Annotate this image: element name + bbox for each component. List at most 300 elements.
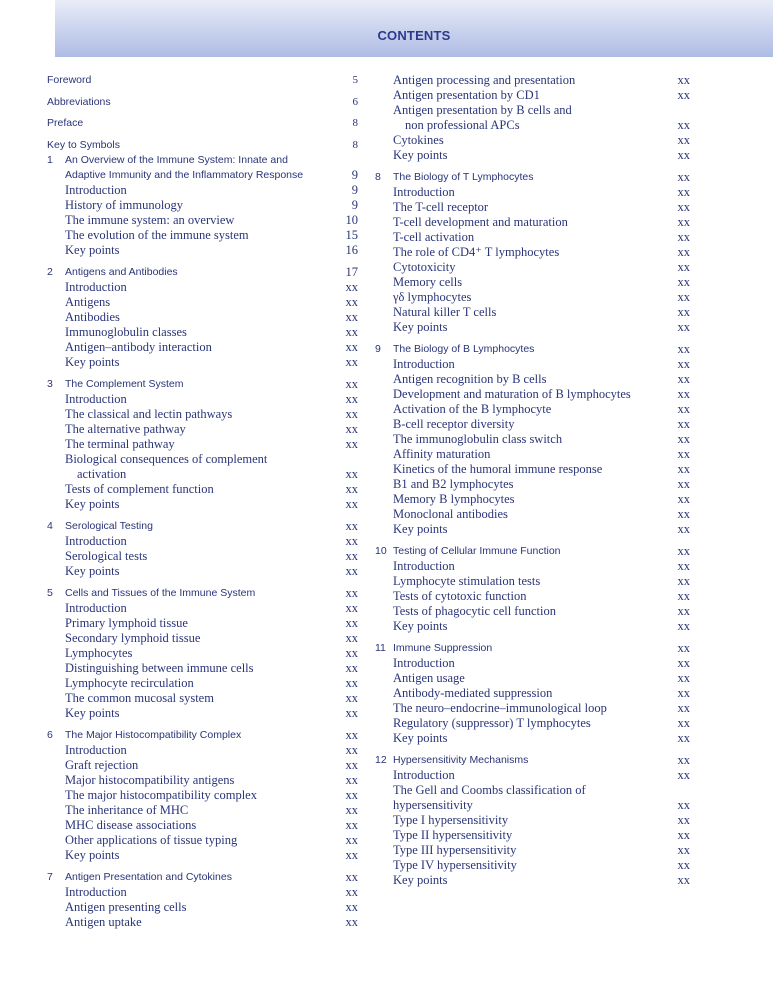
- page-number: 6: [352, 95, 358, 108]
- toc-section-entry: [375, 701, 690, 716]
- section-title: Key points: [393, 320, 448, 334]
- page-number: xx: [677, 873, 690, 887]
- page-number: xx: [677, 604, 690, 618]
- page-number: 9: [351, 197, 358, 212]
- toc-chapter-heading: [375, 753, 690, 768]
- section-title: γδ lymphocytes: [393, 290, 472, 304]
- section-title: Other applications of tissue typing: [65, 832, 238, 847]
- toc-section-entry: [375, 477, 690, 492]
- section-spacer: [375, 634, 690, 641]
- section-title: The neuro–endocrine–immunological loop: [393, 701, 607, 715]
- page-number: xx: [345, 518, 358, 533]
- toc-section-entry: [375, 604, 690, 619]
- toc-section-entry: [375, 230, 690, 245]
- page-number: xx: [345, 466, 358, 481]
- page-number: xx: [677, 686, 690, 700]
- toc-front-matter-entry: [47, 116, 358, 138]
- toc-section-entry: [375, 619, 690, 634]
- toc-section-entry: [375, 88, 690, 103]
- toc-section-entry: [375, 103, 690, 118]
- page-number: xx: [677, 858, 690, 872]
- section-title: Introduction: [393, 357, 455, 371]
- section-title: The Gell and Coombs classification of: [393, 783, 586, 797]
- section-title: Tests of cytotoxic function: [393, 589, 527, 603]
- section-title: Graft rejection: [65, 757, 139, 772]
- toc-section-entry: [375, 275, 690, 290]
- chapter-title: Immune Suppression: [393, 642, 493, 654]
- page-number: xx: [677, 432, 690, 446]
- toc-front-matter-entry: [47, 73, 358, 95]
- section-title: Antigen presentation by CD1: [393, 88, 540, 102]
- chapter-heading-text: [47, 870, 232, 885]
- page-number: xx: [677, 185, 690, 199]
- chapter-number: 3: [47, 377, 53, 390]
- toc-section-entry: [47, 676, 358, 691]
- page-number: xx: [345, 630, 358, 645]
- chapter-number: 6: [47, 728, 53, 741]
- toc-section-entry: [375, 671, 690, 686]
- page-number: xx: [345, 391, 358, 406]
- toc-chapter-heading: [375, 544, 690, 559]
- toc-section-entry: [47, 616, 358, 631]
- page-number: xx: [345, 772, 358, 787]
- page-number: xx: [345, 645, 358, 660]
- toc-section-entry: [47, 452, 358, 467]
- section-title: The role of CD4⁺ T lymphocytes: [393, 245, 560, 259]
- page-number: xx: [677, 641, 690, 655]
- toc-section-entry: [47, 706, 358, 721]
- toc-section-entry: [375, 260, 690, 275]
- section-title: Introduction: [393, 559, 455, 573]
- section-title: Introduction: [393, 185, 455, 199]
- page-number: xx: [345, 660, 358, 675]
- page-number: xx: [677, 417, 690, 431]
- toc-right-column: [375, 73, 690, 888]
- page-number: 9: [351, 182, 358, 197]
- page-number: xx: [677, 507, 690, 521]
- chapter-heading-text: [47, 586, 255, 601]
- toc-section-entry: [47, 340, 358, 355]
- toc-section-entry: [375, 133, 690, 148]
- page-number: xx: [677, 447, 690, 461]
- chapter-heading-text: [375, 342, 534, 357]
- section-title: Regulatory (suppressor) T lymphocytes: [393, 716, 591, 730]
- toc-section-entry: [375, 447, 690, 462]
- page-number: xx: [677, 589, 690, 603]
- toc-section-entry: [47, 243, 358, 258]
- section-title: The evolution of the immune system: [65, 227, 249, 242]
- page-number: 8: [352, 138, 358, 151]
- section-title: non professional APCs: [405, 118, 520, 132]
- toc-section-entry: [375, 507, 690, 522]
- section-title: Development and maturation of B lymphocytes: [393, 387, 631, 401]
- page-number: xx: [677, 148, 690, 162]
- page-number: xx: [677, 73, 690, 87]
- section-title: B1 and B2 lymphocytes: [393, 477, 514, 491]
- chapter-number: 5: [47, 586, 53, 599]
- toc-chapter-heading: [47, 377, 358, 392]
- page-number: xx: [677, 522, 690, 536]
- page-number: xx: [677, 544, 690, 558]
- section-title: Kinetics of the humoral immune response: [393, 462, 603, 476]
- page-number: xx: [677, 492, 690, 506]
- page-number: xx: [677, 275, 690, 289]
- toc-section-entry: [375, 858, 690, 873]
- page-number: xx: [677, 402, 690, 416]
- page-number: xx: [677, 245, 690, 259]
- page-number: xx: [677, 320, 690, 334]
- chapter-number: 4: [47, 519, 53, 532]
- toc-section-entry: [375, 215, 690, 230]
- section-title: Key points: [393, 148, 448, 162]
- section-title: Type I hypersensitivity: [393, 813, 509, 827]
- page-number: xx: [677, 798, 690, 812]
- section-title: Introduction: [65, 391, 127, 406]
- chapter-heading-text: [375, 170, 533, 185]
- section-spacer: [47, 863, 358, 870]
- section-title: Tests of phagocytic cell function: [393, 604, 556, 618]
- toc-section-entry: [47, 773, 358, 788]
- page-number: xx: [677, 342, 690, 356]
- section-title: B-cell receptor diversity: [393, 417, 515, 431]
- page-number: xx: [345, 884, 358, 899]
- toc-section-entry: [47, 355, 358, 370]
- toc-section-entry: [375, 462, 690, 477]
- section-title: T-cell development and maturation: [393, 215, 568, 229]
- section-title: Antigen usage: [393, 671, 465, 685]
- toc-section-entry: [47, 803, 358, 818]
- toc-section-entry-continued: [375, 118, 690, 133]
- section-title: Cytokines: [393, 133, 444, 147]
- toc-section-entry: [47, 183, 358, 198]
- section-spacer: [47, 370, 358, 377]
- page-number: xx: [677, 305, 690, 319]
- page-number: 10: [345, 212, 358, 227]
- toc-section-entry: [375, 731, 690, 746]
- section-title: Key points: [65, 563, 120, 578]
- entry-title: Foreword: [47, 74, 92, 86]
- toc-section-entry: [47, 310, 358, 325]
- toc-section-entry: [375, 522, 690, 537]
- section-title: Lymphocytes: [65, 645, 133, 660]
- page-number: xx: [345, 279, 358, 294]
- section-title: Antigen presentation by B cells and: [393, 103, 572, 117]
- entry-title: Key to Symbols: [47, 138, 120, 151]
- toc-front-matter-entry: [47, 138, 358, 153]
- toc-section-entry: [47, 833, 358, 848]
- page-number: xx: [345, 309, 358, 324]
- chapter-heading-text: [47, 728, 241, 743]
- page-number: xx: [677, 619, 690, 633]
- section-title: Introduction: [65, 600, 127, 615]
- section-title: Key points: [65, 242, 120, 257]
- page-number: xx: [677, 290, 690, 304]
- page-number: xx: [345, 533, 358, 548]
- toc-chapter-heading-continued: [47, 168, 358, 183]
- chapter-title: Testing of Cellular Immune Function: [393, 545, 561, 557]
- page-number: xx: [677, 701, 690, 715]
- page-number: xx: [345, 847, 358, 862]
- section-title: Distinguishing between immune cells: [65, 660, 254, 675]
- toc-section-entry: [47, 482, 358, 497]
- section-title: History of immunology: [65, 197, 184, 212]
- page-number: xx: [345, 294, 358, 309]
- toc-chapter-heading: [47, 870, 358, 885]
- section-title: Natural killer T cells: [393, 305, 497, 319]
- toc-section-entry: [375, 245, 690, 260]
- toc-section-entry: [47, 743, 358, 758]
- page-number: xx: [345, 832, 358, 847]
- toc-section-entry-continued: [47, 467, 358, 482]
- chapter-title: Antigen Presentation and Cytokines: [65, 870, 232, 883]
- chapter-number: 7: [47, 870, 53, 883]
- toc-section-entry: [47, 437, 358, 452]
- toc-section-entry: [47, 325, 358, 340]
- page-number: 17: [345, 264, 358, 279]
- page-number: xx: [677, 574, 690, 588]
- chapter-title: Antigens and Antibodies: [65, 265, 178, 278]
- toc-section-entry: [47, 392, 358, 407]
- section-title: Introduction: [65, 279, 127, 294]
- toc-section-entry: [375, 372, 690, 387]
- page-number: xx: [345, 690, 358, 705]
- chapter-heading-text: [47, 153, 288, 168]
- toc-section-entry: [47, 601, 358, 616]
- section-title: Antigen uptake: [65, 914, 142, 929]
- toc-section-entry: [375, 305, 690, 320]
- section-title: Introduction: [393, 656, 455, 670]
- section-title: The classical and lectin pathways: [65, 406, 233, 421]
- toc-section-entry: [47, 280, 358, 295]
- section-title: T-cell activation: [393, 230, 475, 244]
- section-title: Introduction: [65, 533, 127, 548]
- page-number: xx: [677, 357, 690, 371]
- section-title: Introduction: [65, 182, 127, 197]
- page-number: xx: [345, 817, 358, 832]
- section-title: Key points: [65, 496, 120, 511]
- toc-section-entry: [375, 402, 690, 417]
- page-number: 16: [345, 242, 358, 257]
- chapter-heading-text: [47, 265, 178, 280]
- section-title: Lymphocyte stimulation tests: [393, 574, 541, 588]
- section-title: Activation of the B lymphocyte: [393, 402, 552, 416]
- toc-section-entry: [375, 185, 690, 200]
- page-number: 8: [352, 117, 358, 129]
- section-spacer: [375, 537, 690, 544]
- page-number: xx: [345, 376, 358, 391]
- section-title: Cytotoxicity: [393, 260, 456, 274]
- section-title: MHC disease associations: [65, 817, 197, 832]
- page-number: xx: [677, 753, 690, 767]
- toc-section-entry: [375, 656, 690, 671]
- page-number: xx: [677, 200, 690, 214]
- chapter-number: 1: [47, 153, 53, 166]
- section-title: Antigen processing and presentation: [393, 73, 576, 87]
- chapter-number: 9: [375, 343, 381, 355]
- page-number: xx: [345, 436, 358, 451]
- page-number: xx: [677, 843, 690, 857]
- page-number: xx: [677, 387, 690, 401]
- section-title: Tests of complement function: [65, 481, 214, 496]
- page-number: xx: [677, 215, 690, 229]
- page-number: xx: [345, 406, 358, 421]
- toc-section-entry: [47, 295, 358, 310]
- chapter-title: Cells and Tissues of the Immune System: [65, 586, 256, 599]
- page-number: xx: [345, 354, 358, 369]
- section-spacer: [375, 163, 690, 170]
- section-spacer: [47, 721, 358, 728]
- page-number: xx: [345, 727, 358, 742]
- toc-section-entry: [47, 534, 358, 549]
- chapter-title: The Complement System: [65, 377, 184, 390]
- toc-chapter-heading: [47, 153, 358, 168]
- contents-header-banner: [55, 0, 773, 57]
- chapter-heading-text: [375, 753, 528, 768]
- section-title: Monoclonal antibodies: [393, 507, 508, 521]
- section-spacer: [47, 579, 358, 586]
- page-number: xx: [677, 768, 690, 782]
- section-spacer: [47, 512, 358, 519]
- toc-section-entry: [47, 407, 358, 422]
- section-spacer: [375, 335, 690, 342]
- page-number: xx: [677, 230, 690, 244]
- chapter-heading-text: [47, 377, 183, 392]
- section-title: Antigen recognition by B cells: [393, 372, 547, 386]
- toc-section-entry: [375, 843, 690, 858]
- entry-title: Preface: [47, 117, 84, 129]
- toc-front-matter-entry: [47, 95, 358, 117]
- page-number: xx: [677, 477, 690, 491]
- chapter-number: 12: [375, 754, 387, 766]
- page-number: xx: [345, 705, 358, 720]
- section-title: Key points: [65, 354, 120, 369]
- toc-section-entry: [375, 716, 690, 731]
- page-number: xx: [677, 559, 690, 573]
- toc-section-entry: [47, 818, 358, 833]
- page-number: xx: [345, 481, 358, 496]
- section-title: Key points: [393, 522, 448, 536]
- toc-section-entry: [47, 758, 358, 773]
- page-number: xx: [677, 372, 690, 386]
- toc-chapter-heading: [47, 519, 358, 534]
- section-title: Antibody-mediated suppression: [393, 686, 553, 700]
- section-title: Secondary lymphoid tissue: [65, 630, 201, 645]
- page-number: xx: [345, 600, 358, 615]
- chapter-title: Serological Testing: [65, 519, 153, 532]
- section-title: hypersensitivity: [393, 798, 473, 812]
- section-title: Primary lymphoid tissue: [65, 615, 188, 630]
- page-number: xx: [345, 675, 358, 690]
- toc-section-entry: [47, 848, 358, 863]
- section-spacer: [375, 746, 690, 753]
- chapter-heading-text: [47, 519, 153, 534]
- toc-section-entry: [375, 148, 690, 163]
- toc-section-entry: [375, 417, 690, 432]
- page-number: xx: [677, 260, 690, 274]
- toc-section-entry: [47, 661, 358, 676]
- section-title: Serological tests: [65, 548, 148, 563]
- page-number: xx: [345, 585, 358, 600]
- page-number: xx: [345, 802, 358, 817]
- section-title: Key points: [393, 731, 448, 745]
- toc-section-entry: [375, 768, 690, 783]
- section-title: Affinity maturation: [393, 447, 491, 461]
- page-number: xx: [677, 656, 690, 670]
- toc-section-entry: [375, 813, 690, 828]
- toc-section-entry: [375, 574, 690, 589]
- section-title: Introduction: [65, 884, 127, 899]
- section-title: Key points: [65, 847, 120, 862]
- page-number: xx: [345, 421, 358, 436]
- chapter-number: 11: [375, 642, 386, 654]
- toc-section-entry: [47, 549, 358, 564]
- page-number: 5: [352, 74, 358, 86]
- page-number: xx: [677, 813, 690, 827]
- page-number: xx: [677, 118, 690, 132]
- page-number: xx: [345, 339, 358, 354]
- page-number: xx: [677, 462, 690, 476]
- toc-section-entry: [47, 691, 358, 706]
- toc-section-entry: [375, 686, 690, 701]
- section-title: The inheritance of MHC: [65, 802, 189, 817]
- toc-section-entry: [375, 290, 690, 305]
- chapter-title: Adaptive Immunity and the Inflammatory Response: [65, 168, 304, 181]
- toc-section-entry: [375, 783, 690, 798]
- toc-section-entry: [375, 559, 690, 574]
- page-number: xx: [677, 716, 690, 730]
- toc-section-entry: [375, 320, 690, 335]
- section-title: Type II hypersensitivity: [393, 828, 513, 842]
- page-number: xx: [345, 869, 358, 884]
- section-title: The major histocompatibility complex: [65, 787, 257, 802]
- page-number: xx: [345, 742, 358, 757]
- section-title: activation: [77, 466, 127, 481]
- page-number: xx: [345, 914, 358, 929]
- page-number: xx: [345, 548, 358, 563]
- chapter-title: The Major Histocompatibility Complex: [65, 728, 242, 741]
- section-title: Major histocompatibility antigens: [65, 772, 235, 787]
- toc-section-entry: [47, 213, 358, 228]
- section-spacer: [47, 258, 358, 265]
- page-number: xx: [345, 324, 358, 339]
- toc-section-entry: [47, 497, 358, 512]
- toc-left-column: [47, 73, 358, 930]
- chapter-heading-text: [375, 544, 561, 559]
- chapter-number: 10: [375, 545, 387, 557]
- toc-chapter-heading: [375, 342, 690, 357]
- page-title: CONTENTS: [377, 28, 451, 43]
- section-title: The immune system: an overview: [65, 212, 235, 227]
- section-title: Introduction: [393, 768, 455, 782]
- toc-chapter-heading: [47, 728, 358, 743]
- page-number: 9: [351, 167, 358, 182]
- toc-section-entry: [375, 432, 690, 447]
- toc-section-entry: [47, 228, 358, 243]
- page-number: xx: [677, 828, 690, 842]
- chapter-number: 8: [375, 171, 381, 183]
- entry-title: Abbreviations: [47, 95, 111, 108]
- page-number: xx: [677, 671, 690, 685]
- page-number: xx: [345, 615, 358, 630]
- section-title: Type IV hypersensitivity: [393, 858, 517, 872]
- toc-section-entry: [375, 798, 690, 813]
- section-title: Memory cells: [393, 275, 463, 289]
- toc-chapter-heading: [47, 265, 358, 280]
- page-number: xx: [345, 496, 358, 511]
- section-title: Antigens: [65, 294, 111, 309]
- section-title: Antibodies: [65, 309, 120, 324]
- toc-section-entry: [375, 828, 690, 843]
